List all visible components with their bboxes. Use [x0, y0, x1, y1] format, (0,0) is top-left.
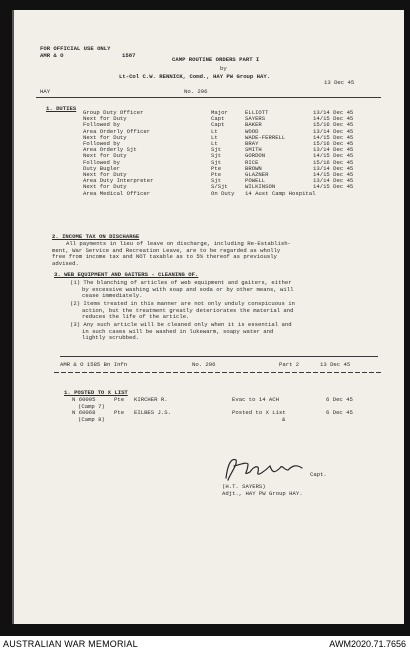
duty-person: 14 Aust Camp Hospital	[245, 189, 316, 197]
posting-note: Posted to X List	[232, 409, 286, 416]
equipment-line: (3) Any such article will be cleaned only when it is essential and	[70, 321, 292, 328]
header-rule	[36, 97, 381, 98]
document-title: CAMP ROUTINE ORDERS PART I	[172, 56, 260, 63]
income-tax-line: free from income tax and NOT taxable as to 5% thereof as previously	[52, 253, 277, 261]
equipment-line: (1) The blanching of articles of web equipment and gaiters, either	[70, 279, 292, 286]
signatory-role: Adjt., HAY PW Group HAY.	[222, 490, 303, 497]
duties-heading: 1. DUTIES	[46, 105, 77, 112]
soldier-rank: Pte	[114, 396, 125, 403]
duty-date: 14/15 Dec 45	[313, 115, 354, 123]
place-label: HAY	[40, 88, 51, 95]
duty-date: 13/14 Dec 45	[313, 127, 354, 135]
posting-note: Evac to 14 ACH	[232, 396, 279, 403]
part2-number: No. 296	[192, 361, 216, 368]
commander-line: Lt-Col C.W. RENNICK, Comd., HAY PW Group HAY.	[119, 73, 271, 80]
duty-name: Next for Duty	[83, 171, 127, 178]
duty-person: GORDON	[245, 152, 266, 160]
duty-rank: Capt	[211, 115, 225, 123]
equipment-heading: 3. WEB EQUIPMENT AND GAITERS - CLEANING OF.	[54, 271, 199, 278]
duty-rank: Sjt	[211, 158, 222, 166]
duty-person: SAYERS	[245, 115, 266, 123]
equipment-line: in such cases will be washed in lukewarm, soapy water and	[82, 327, 274, 335]
income-tax-line: All payments in lieu of leave on discharge, including Re-Establish-	[66, 240, 291, 247]
duty-date: 13/14 Dec 45	[313, 109, 354, 116]
signature-image	[218, 452, 318, 484]
duty-rank: Pte	[211, 164, 222, 172]
duty-date: 15/16 Dec 45	[313, 121, 354, 129]
duty-rank: Major	[211, 109, 228, 116]
part2-label: Part 2	[279, 361, 300, 368]
soldier-rank: Pte	[114, 409, 125, 416]
duty-date: 13/14 Dec 45	[313, 177, 354, 185]
duty-person: POWELL	[245, 177, 266, 185]
duty-date: 14/15 Dec 45	[313, 152, 354, 160]
duty-rank: Capt	[211, 121, 225, 129]
document-page	[12, 10, 404, 624]
soldier-number: N 60005	[72, 396, 96, 403]
accession-number: AWM2020.71.7656	[329, 639, 406, 649]
part2-date: 13 Dec 45	[320, 361, 351, 368]
duty-rank: Lt	[211, 140, 218, 147]
duty-date: 14/15 Dec 45	[313, 133, 354, 141]
soldier-number: N 60068	[72, 409, 96, 416]
duty-name: Area Duty Interpreter	[83, 177, 154, 185]
duty-rank: On Duty	[211, 189, 235, 197]
posting-date: 6 Dec 45	[326, 409, 353, 416]
equipment-line: cease immediately.	[82, 292, 143, 299]
duty-rank: Lt	[211, 133, 218, 141]
income-tax-line: ment, War Service and Recreation Leave, are to be regarded as wholly	[52, 246, 281, 254]
duty-name: Area Medical Officer	[83, 189, 151, 197]
duty-name: Next for Duty	[83, 115, 127, 123]
soldier-camp: (Camp 8)	[78, 415, 105, 423]
duty-rank: Sjt	[211, 146, 222, 154]
duty-name: Group Duty Officer	[83, 109, 144, 116]
income-tax-line: advised.	[52, 259, 79, 267]
amr-reference: AMR & O	[40, 52, 64, 59]
posting-note-extra: &	[282, 416, 286, 423]
duty-date: 15/16 Dec 45	[313, 158, 354, 166]
duty-rank: Sjt	[211, 152, 222, 160]
duty-date: 14/15 Dec 45	[313, 171, 354, 178]
duty-person: BAKER	[245, 121, 262, 129]
soldier-name: EILBES J.S.	[134, 409, 171, 416]
income-tax-heading: 2. INCOME TAX ON DISCHARGE	[52, 233, 140, 240]
duty-person: GLAZNER	[245, 171, 269, 178]
soldier-name: KIRCHER R.	[134, 396, 168, 403]
duty-person: RICE	[245, 158, 259, 166]
duty-date: 15/16 Dec 45	[313, 140, 354, 147]
signatory-title: Capt.	[310, 471, 327, 478]
duty-name: Area Orderly Officer	[83, 127, 151, 135]
order-number: No. 296	[184, 88, 208, 95]
duty-name: Next for Duty	[83, 133, 127, 141]
equipment-line: reduces the life of the article.	[82, 313, 190, 320]
duty-rank: S/Sjt	[211, 183, 228, 191]
duty-person: BRAY	[245, 140, 259, 147]
posted-list	[64, 397, 384, 437]
order-date: 13 Dec 45	[324, 79, 355, 86]
duty-person: WILKINSON	[245, 183, 276, 191]
duty-name: Next for Duty	[83, 183, 127, 191]
duty-name: Duty Bugler	[83, 164, 120, 172]
duty-date: 13/14 Dec 45	[313, 146, 354, 154]
posted-heading: 1. POSTED TO X LIST	[64, 389, 128, 396]
part1-end-rule	[60, 356, 378, 357]
posting-date: 6 Dec 45	[326, 396, 353, 403]
duty-person: BROWN	[245, 164, 262, 172]
amr-number: 1587	[122, 52, 136, 59]
duty-name: Followed by	[83, 140, 120, 147]
duty-person: ELLIOTT	[245, 109, 269, 116]
duty-person: SMITH	[245, 146, 262, 154]
duty-rank: Sjt	[211, 177, 222, 185]
duty-person: WOOD	[245, 127, 259, 135]
soldier-camp: (Camp 7)	[78, 402, 105, 410]
duty-name: Next for Duty	[83, 152, 127, 160]
equipment-line: (2) Items treated in this manner are not only unduly conspicuous in	[70, 300, 295, 307]
duty-person: WADE-FERRELL	[245, 133, 286, 141]
part2-rule	[54, 372, 382, 373]
institution-label: AUSTRALIAN WAR MEMORIAL	[3, 639, 138, 649]
duty-date: 13/14 Dec 45	[313, 164, 354, 172]
part2-reference: AMR & O 1585 Bn Infn	[60, 361, 128, 368]
by-label: by	[220, 65, 227, 72]
equipment-line: lightly scrubbed.	[82, 334, 140, 341]
signatory-name: (H.T. SAYERS)	[222, 483, 266, 490]
duty-date: 14/15 Dec 45	[313, 183, 354, 191]
duty-name: Followed by	[83, 158, 120, 166]
equipment-line: action, but the treatment greatly deteriorates the material and	[82, 306, 294, 314]
duty-row	[83, 191, 383, 197]
duty-rank: Pte	[211, 171, 222, 178]
duty-rank: Lt	[211, 127, 218, 135]
footer-bar	[0, 636, 410, 653]
equipment-line: by excessive washing with soap and soda or by other means, will	[82, 285, 294, 293]
official-use-label: FOR OFFICIAL USE ONLY	[40, 45, 111, 52]
duty-name: Followed by	[83, 121, 120, 129]
duties-table	[83, 110, 383, 200]
duty-name: Area Orderly Sjt	[83, 146, 137, 154]
